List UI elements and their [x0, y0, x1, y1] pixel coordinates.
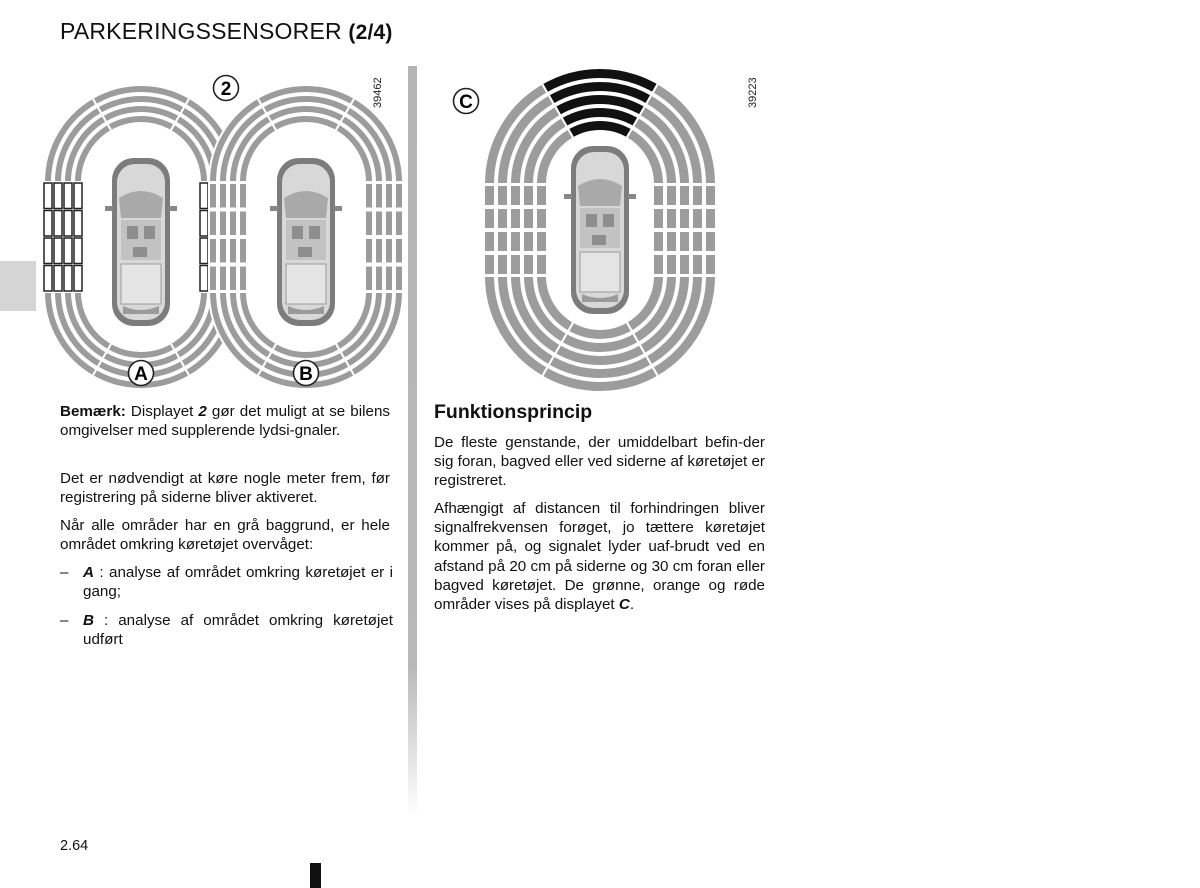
side-zone-segment — [395, 211, 403, 237]
car-c-icon — [564, 146, 636, 314]
side-zone-segment — [679, 185, 690, 206]
side-zone-segment — [679, 254, 690, 275]
side-zone-segment — [239, 238, 247, 264]
side-zone-segment — [64, 211, 72, 237]
side-zone-segment — [44, 238, 52, 264]
bullet-item-a — [60, 563, 393, 603]
side-zone-segment — [385, 211, 393, 237]
paragraph-drive-forward — [60, 469, 390, 507]
side-zone-segment — [666, 254, 677, 275]
side-zone-segment — [239, 211, 247, 237]
side-zone-segment — [679, 231, 690, 252]
note-text-2: gør det muligt at se bilens omgivelser med supplerende lydsi-gnaler. — [60, 403, 390, 440]
side-zone-segment — [54, 238, 62, 264]
side-zone-segment — [523, 185, 534, 206]
side-zone-segment — [497, 185, 508, 206]
side-zone-segment — [44, 211, 52, 237]
note-paragraph — [60, 402, 390, 440]
side-zone-segment — [484, 208, 495, 229]
side-zone-segment — [229, 183, 237, 209]
side-zone-segment — [229, 238, 237, 264]
side-zone-segment — [44, 266, 52, 292]
side-zone-segment — [64, 238, 72, 264]
label-c: C — [459, 92, 473, 113]
side-zone-segment — [705, 231, 716, 252]
label-a: A — [134, 364, 148, 385]
bullet-text-b: : analyse af området omkring køretøjet udført — [83, 612, 393, 649]
side-zone-segment — [375, 266, 383, 292]
bullet-item-b — [60, 611, 393, 651]
side-zone-segment — [375, 211, 383, 237]
side-zone-segment — [54, 266, 62, 292]
side-zone-segment — [536, 231, 547, 252]
side-zone-segment — [523, 208, 534, 229]
side-zone-segment — [200, 211, 208, 237]
side-zone-segment — [375, 238, 383, 264]
side-zone-segment — [692, 185, 703, 206]
side-zone-segment — [536, 254, 547, 275]
side-zone-segment — [666, 231, 677, 252]
side-zone-segment — [705, 208, 716, 229]
side-zone-segment — [666, 185, 677, 206]
side-zone-segment — [209, 266, 217, 292]
figure-left-ref-code: 39462 — [372, 77, 384, 108]
label-b: B — [299, 364, 313, 385]
side-zone-segment — [385, 183, 393, 209]
side-zone-segment — [209, 211, 217, 237]
paragraph-grey-background — [60, 516, 390, 554]
side-zone-segment — [497, 231, 508, 252]
side-zone-segment — [497, 254, 508, 275]
side-zone-segment — [395, 266, 403, 292]
side-zone-segment — [229, 266, 237, 292]
side-zone-segment — [54, 211, 62, 237]
side-zone-segment — [395, 238, 403, 264]
side-zone-segment — [74, 238, 82, 264]
side-zone-segment — [692, 254, 703, 275]
side-zone-segment — [666, 208, 677, 229]
paragraph-drive-forward-text: Det er nødvendigt at køre nogle meter frem, før registrering på siderne bliver aktiveret. — [60, 470, 390, 507]
car-a-icon — [105, 158, 177, 326]
side-zone-segment — [209, 183, 217, 209]
side-zone-segment — [365, 266, 373, 292]
note-display-number: 2 — [198, 403, 207, 420]
print-marker — [310, 863, 321, 888]
paragraph-signal-frequency-text: Afhængigt af distancen til forhindringen bliver signalfrekvensen forøget, jo tættere køretøjet kommer på, og signalet lyder uaf-brudt ved en afstand på 20 cm på siderne og 30 cm foran eller bagved køretøjet. De grønne, orange og røde områder vises på displayet — [434, 500, 765, 614]
paragraph-signal-frequency — [434, 499, 765, 614]
side-zone-segment — [484, 254, 495, 275]
side-zone-segment — [365, 183, 373, 209]
section-heading: Funktionsprincip — [434, 401, 593, 423]
side-zone-segment — [653, 185, 664, 206]
side-zone-segment — [219, 266, 227, 292]
callout-2-label: 2 — [220, 79, 232, 100]
car-b-icon — [270, 158, 342, 326]
paragraph-grey-background-text: Når alle områder har en grå baggrund, er hele området omkring køretøjet overvåget: — [60, 517, 390, 554]
page-number: 2.64 — [60, 838, 89, 854]
side-zone-segment — [229, 211, 237, 237]
side-zone-segment — [74, 266, 82, 292]
side-zone-segment — [510, 254, 521, 275]
title-main: PARKERINGSSENSORER — [60, 18, 342, 44]
side-zone-segment — [510, 231, 521, 252]
bullet-key-a: A — [83, 564, 94, 581]
side-zone-segment — [705, 185, 716, 206]
side-zone-segment — [375, 183, 383, 209]
side-zone-segment — [385, 238, 393, 264]
side-zone-segment — [692, 208, 703, 229]
side-zone-segment — [705, 254, 716, 275]
side-zone-segment — [64, 183, 72, 209]
side-zone-segment — [653, 208, 664, 229]
side-zone-segment — [536, 185, 547, 206]
title-sub: (2/4) — [348, 21, 393, 44]
figure-right-ref-code: 39223 — [747, 77, 759, 108]
display-c-reference: C — [618, 596, 630, 614]
side-zone-segment — [523, 254, 534, 275]
side-zone-segment — [74, 211, 82, 237]
side-zone-segment — [365, 211, 373, 237]
bullet-text-a: : analyse af området omkring køretøjet er i gang; — [83, 564, 393, 601]
side-zone-segment — [653, 254, 664, 275]
side-zone-segment — [54, 183, 62, 209]
paragraph-end-period: . — [629, 596, 635, 614]
bullet-dash: – — [60, 612, 69, 629]
side-zone-segment — [679, 208, 690, 229]
bullet-dash: – — [60, 564, 69, 581]
side-zone-segment — [44, 183, 52, 209]
side-zone-segment — [510, 185, 521, 206]
side-zone-segment — [395, 183, 403, 209]
side-zone-segment — [239, 183, 247, 209]
side-zone-segment — [692, 231, 703, 252]
side-zone-segment — [365, 238, 373, 264]
side-zone-segment — [200, 183, 208, 209]
side-zone-segment — [385, 266, 393, 292]
note-label: Bemærk: — [60, 403, 126, 420]
bullet-key-b: B — [83, 612, 94, 629]
side-zone-segment — [219, 211, 227, 237]
paragraph-objects-detected — [434, 433, 765, 491]
side-zone-segment — [523, 231, 534, 252]
side-zone-segment — [653, 231, 664, 252]
side-zone-segment — [497, 208, 508, 229]
side-zone-segment — [219, 183, 227, 209]
side-zone-segment — [64, 266, 72, 292]
side-zone-segment — [74, 183, 82, 209]
side-zone-segment — [510, 208, 521, 229]
side-zone-segment — [484, 185, 495, 206]
side-zone-segment — [200, 266, 208, 292]
paragraph-objects-detected-text: De fleste genstande, der umiddelbart befin-der sig foran, bagved eller ved siderne af køretøjet er registreret. — [434, 434, 765, 490]
side-zone-segment — [200, 238, 208, 264]
side-zone-segment — [484, 231, 495, 252]
side-zone-segment — [239, 266, 247, 292]
side-zone-segment — [219, 238, 227, 264]
side-zone-segment — [536, 208, 547, 229]
side-zone-segment — [209, 238, 217, 264]
note-text-1: Displayet — [125, 403, 199, 420]
